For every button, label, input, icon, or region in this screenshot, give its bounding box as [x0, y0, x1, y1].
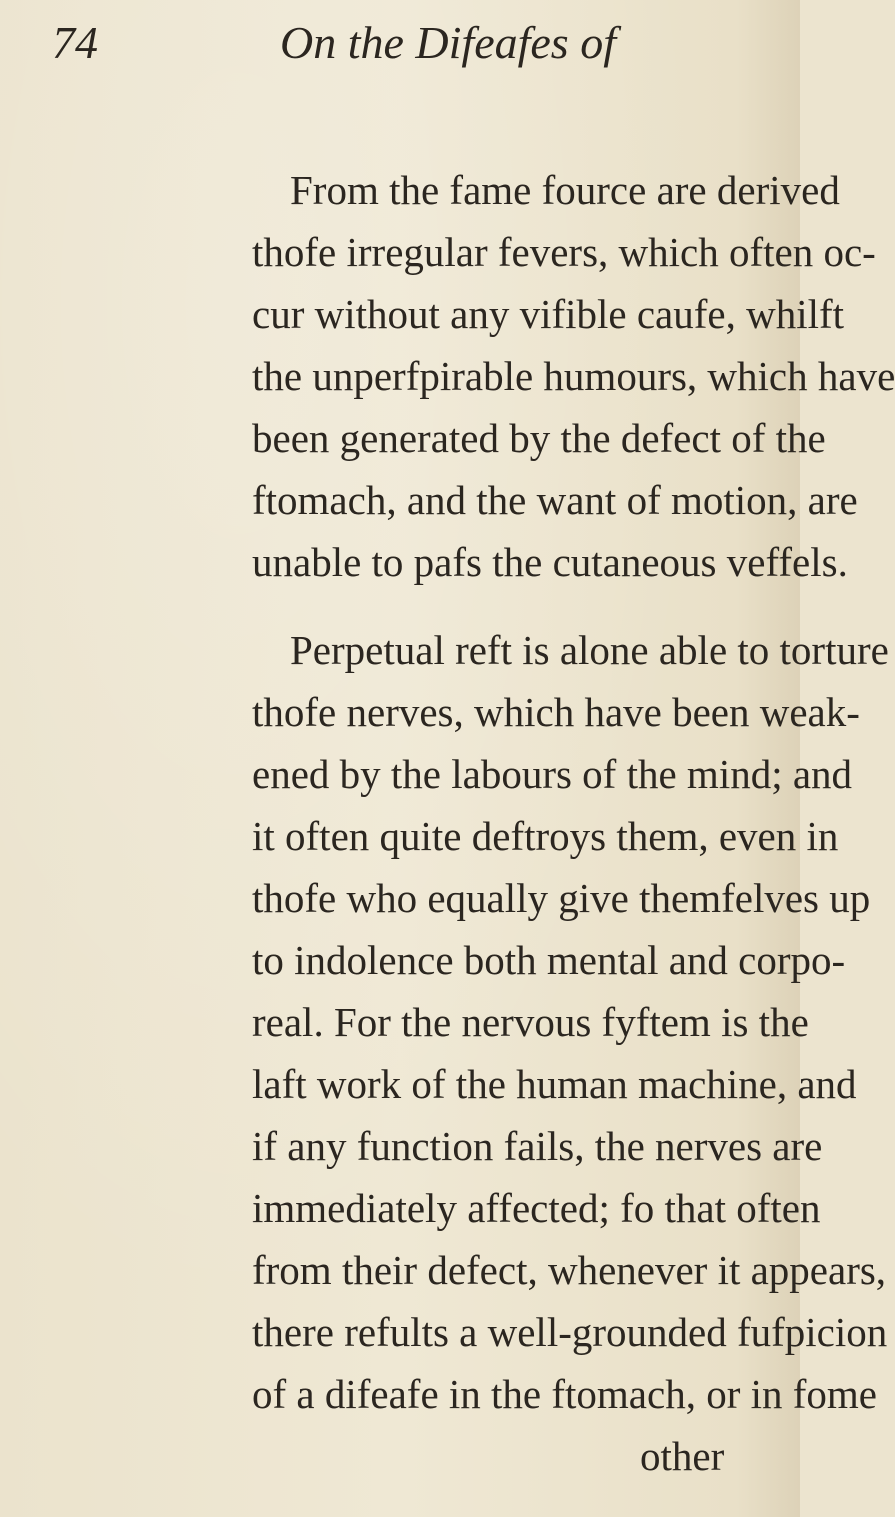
text-line: unable to pafs the cutaneous veffels. — [252, 539, 848, 585]
text-line: cur without any vifible caufe, whilft — [252, 291, 845, 337]
text-line: from their defect, whenever it appears, — [252, 1247, 887, 1293]
text-line: if any function fails, the nerves are — [252, 1123, 823, 1169]
text-line: been generated by the defect of the — [252, 415, 826, 461]
text-line: laft work of the human machine, and — [252, 1061, 857, 1107]
text-line: it often quite deftroys them, even in — [252, 813, 839, 859]
text-line: ened by the labours of the mind; and — [252, 751, 853, 797]
page-number: 74 — [52, 17, 98, 68]
text-line: thofe nerves, which have been weak- — [252, 689, 860, 735]
text-line: of a difeafe in the ftomach, or in fome — [252, 1371, 877, 1417]
text-line: the unperfpirable humours, which have — [252, 353, 895, 399]
text-line: there refults a well-grounded fufpicion — [252, 1309, 888, 1355]
text-line: ftomach, and the want of motion, are — [252, 477, 858, 523]
catchword: other — [640, 1433, 725, 1479]
text-line: thofe who equally give themfelves up — [252, 875, 871, 921]
text-line: immediately affected; fo that often — [252, 1185, 821, 1231]
text-line: thofe irregular fevers, which often oc- — [252, 229, 876, 275]
page-header — [0, 8, 800, 78]
text-line: to indolence both mental and corpo- — [252, 937, 846, 983]
running-head: On the Difeafes of — [280, 17, 616, 68]
text-line: real. For the nervous fyftem is the — [252, 999, 809, 1045]
text-line: Perpetual reft is alone able to torture — [290, 627, 889, 673]
text-line: From the fame fource are derived — [290, 167, 840, 213]
